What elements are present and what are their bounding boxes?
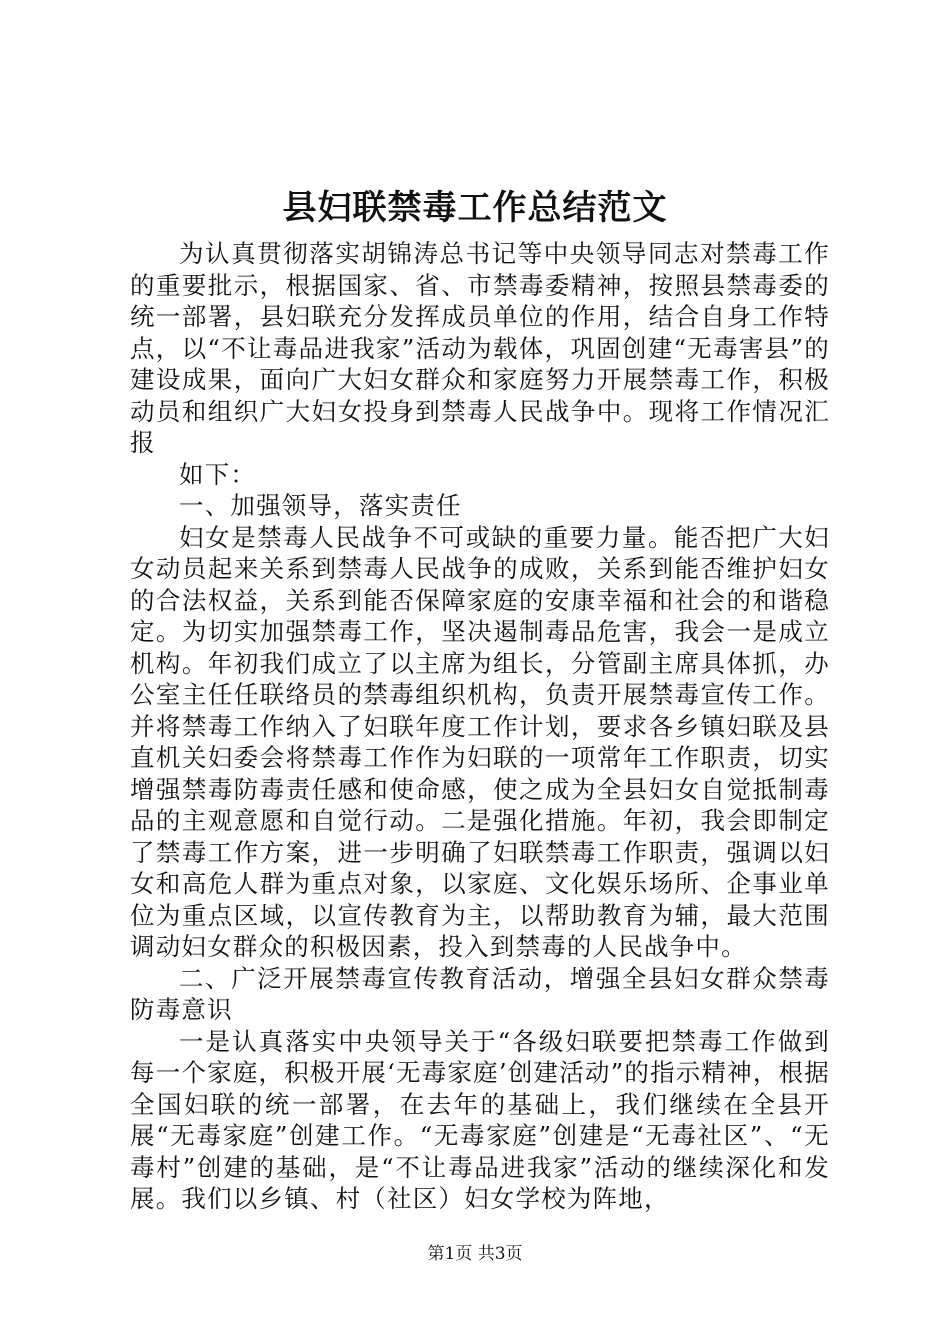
paragraph-section-2: 一是认真落实中央领导关于“各级妇联要把禁毒工作做到每一个家庭，积极开展‘无毒家庭’创建活动”的指示精神，根据全国妇联的统一部署，在去年的基础上，我们继续在全县开展“无毒家庭”创建工作。“无毒家庭”创建是“无毒社区”、“无毒村”创建的基础，是“不让毒品进我家”活动的继续深化和发展。我们以乡镇、村（社区）妇女学校为阵地， — [130, 1026, 830, 1213]
page-number-footer: 第1页 共3页 — [427, 1244, 523, 1264]
document-body — [130, 238, 830, 1215]
paragraph-intro: 为认真贯彻落实胡锦涛总书记等中央领导同志对禁毒工作的重要批示，根据国家、省、市禁毒委精神，按照县禁毒委的统一部署，县妇联充分发挥成员单位的作用，结合自身工作特点，以“不让毒品进我家”活动为载体，巩固创建“无毒害县”的建设成果，面向广大妇女群众和家庭努力开展禁毒工作，积极动员和组织广大妇女投身到禁毒人民战争中。现将工作情况汇报 — [130, 239, 830, 457]
paragraph-intro-continued: 如下： — [179, 459, 257, 489]
paragraph-section-1: 妇女是禁毒人民战争不可或缺的重要力量。能否把广大妇女动员起来关系到禁毒人民战争的成败，关系到能否维护妇女的合法权益，关系到能否保障家庭的安康幸福和社会的和谐稳定。为切实加强禁毒工作，坚决遏制毒品危害，我会一是成立机构。年初我们成立了以主席为组长，分管副主席具体抓，办公室主任任联络员的禁毒组织机构，负责开展禁毒宣传工作。并将禁毒工作纳入了妇联年度工作计划，要求各乡镇妇联及县直机关妇委会将禁毒工作作为妇联的一项常年工作职责，切实增强禁毒防毒责任感和使命感，使之成为全县妇女自觉抵制毒品的主观意愿和自觉行动。二是强化措施。年初，我会即制定了禁毒工作方案，进一步明确了妇联禁毒工作职责，强调以妇女和高危人群为重点对象，以家庭、文化娱乐场所、企事业单位为重点区域，以宣传教育为主，以帮助教育为辅，最大范围调动妇女群众的积极因素，投入到禁毒的人民战争中。 — [130, 522, 830, 961]
section-heading-2: 二、广泛开展禁毒宣传教育活动，增强全县妇女群众禁毒防毒意识 — [130, 963, 830, 1024]
document-title: 县妇联禁毒工作总结范文 — [282, 188, 668, 228]
section-heading-1: 一、加强领导，落实责任 — [179, 491, 462, 520]
